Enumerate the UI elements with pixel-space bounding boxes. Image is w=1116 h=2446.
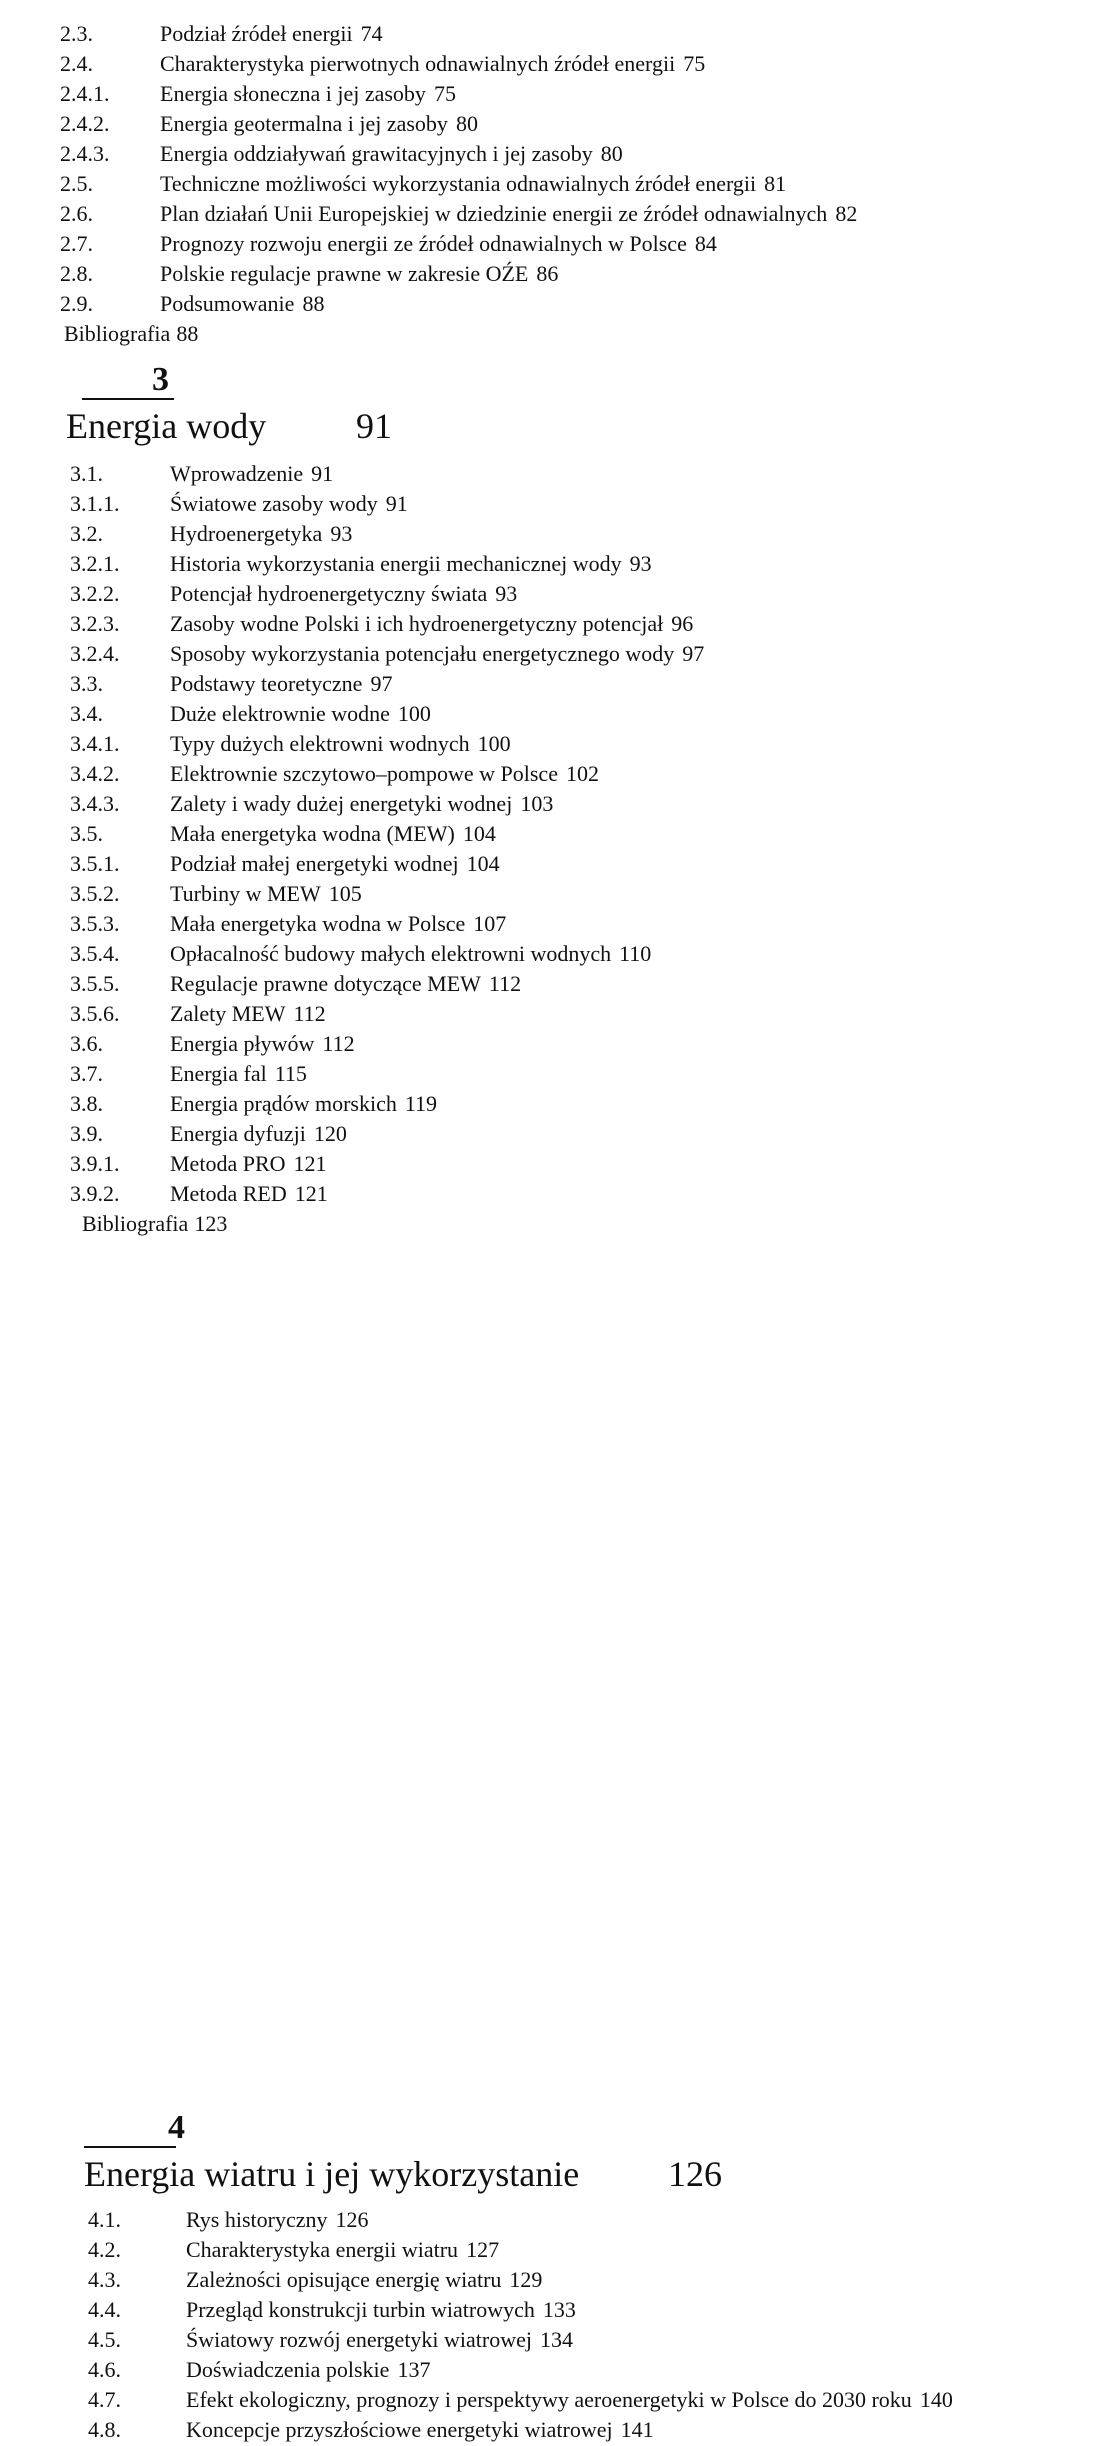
toc-entry xyxy=(0,1090,1116,1120)
toc-entry-page: 120 xyxy=(313,1121,347,1146)
section-2-entries xyxy=(0,20,1116,350)
toc-entry-page: 105 xyxy=(328,881,362,906)
toc-list xyxy=(0,2206,1116,2446)
toc-entry-page: 107 xyxy=(473,911,507,936)
toc-entry-title-wrap xyxy=(170,1090,437,1118)
toc-entry-title: Techniczne możliwości wykorzystania odnawialnych źródeł energii xyxy=(160,171,757,196)
toc-entry xyxy=(0,2206,1116,2236)
chapter-number xyxy=(168,2110,1116,2146)
toc-entry-number: 3.2. xyxy=(70,521,103,546)
toc-entry-title-wrap xyxy=(170,760,599,788)
toc-entry xyxy=(0,2296,1116,2326)
toc-entry-page: 110 xyxy=(619,941,652,966)
toc-entry-title: Energia oddziaływań grawitacyjnych i jej zasoby xyxy=(160,141,593,166)
toc-entry xyxy=(0,1180,1116,1210)
toc-entry-title-wrap xyxy=(170,640,704,668)
toc-entry xyxy=(0,2416,1116,2446)
toc-entry-page: 96 xyxy=(671,611,694,636)
toc-entry-page: 104 xyxy=(462,821,496,846)
toc-entry-page: 121 xyxy=(294,1181,328,1206)
toc-entry-page: 80 xyxy=(600,141,623,166)
toc-entry-number: 3.9. xyxy=(70,1121,103,1146)
toc-entry xyxy=(0,140,1116,170)
toc-entry-title-wrap xyxy=(160,140,623,168)
toc-entry-title-wrap xyxy=(170,1180,328,1208)
toc-entry-number: 3.2.4. xyxy=(70,641,120,666)
toc-entry xyxy=(0,2356,1116,2386)
toc-entry-number: 4.7. xyxy=(88,2387,121,2412)
toc-entry-title: Charakterystyka pierwotnych odnawialnych źródeł energii xyxy=(160,51,676,76)
toc-entry-page: 81 xyxy=(764,171,787,196)
toc-entry-title-wrap xyxy=(170,1060,307,1088)
toc-entry-number: 3.2.1. xyxy=(70,551,120,576)
toc-entry-number: 4.3. xyxy=(88,2267,121,2292)
chapter-title-text: Energia wiatru i jej wykorzystanie xyxy=(84,2154,580,2194)
toc-entry-page: 127 xyxy=(466,2237,500,2262)
toc-entry-title: Zasoby wodne Polski i ich hydroenergetyczny potencjał xyxy=(170,611,664,636)
toc-entry-page: 115 xyxy=(274,1061,307,1086)
toc-entry-title-wrap xyxy=(160,110,478,138)
toc-entry-number: 3.4.1. xyxy=(70,731,120,756)
toc-entry-number: 3.5.1. xyxy=(70,851,120,876)
bibliography-page: 88 xyxy=(176,321,199,346)
toc-entry-page: 100 xyxy=(477,731,511,756)
toc-entry xyxy=(0,850,1116,880)
toc-entry-page: 86 xyxy=(536,261,559,286)
toc-entry xyxy=(0,170,1116,200)
toc-entry-page: 93 xyxy=(495,581,518,606)
toc-entry xyxy=(0,2386,1116,2416)
toc-entry-number: 3.8. xyxy=(70,1091,103,1116)
toc-entry-title: Typy dużych elektrowni wodnych xyxy=(170,731,470,756)
toc-entry-title-wrap xyxy=(186,2386,953,2414)
toc-entry-title-wrap xyxy=(160,50,705,78)
toc-entry xyxy=(0,580,1116,610)
toc-entry-title: Światowe zasoby wody xyxy=(170,491,378,516)
chapter-page: 91 xyxy=(356,406,392,446)
toc-entry-page: 93 xyxy=(629,551,652,576)
toc-entry-page: 103 xyxy=(520,791,554,816)
toc-entry-title-wrap xyxy=(160,200,857,228)
toc-entry-page: 140 xyxy=(919,2387,953,2412)
toc-entry xyxy=(0,910,1116,940)
chapter-title-text: Energia wody xyxy=(66,406,267,446)
toc-entry-number: 4.5. xyxy=(88,2327,121,2352)
toc-entry-title-wrap xyxy=(170,550,652,578)
toc-entry-title: Prognozy rozwoju energii ze źródeł odnawialnych w Polsce xyxy=(160,231,687,256)
toc-list xyxy=(0,460,1116,1210)
toc-entry-title-wrap xyxy=(160,20,383,48)
bibliography-page: 123 xyxy=(194,1211,228,1236)
toc-entry-title: Mała energetyka wodna w Polsce xyxy=(170,911,466,936)
toc-entry-number: 4.8. xyxy=(88,2417,121,2442)
chapter-number-text: 4 xyxy=(168,2109,185,2146)
toc-entry-title-wrap xyxy=(170,1150,327,1178)
toc-entry-title-wrap xyxy=(186,2236,499,2264)
toc-entry-number: 4.1. xyxy=(88,2207,121,2232)
toc-entry-title: Rys historyczny xyxy=(186,2207,328,2232)
toc-entry-title-wrap xyxy=(170,490,408,518)
toc-entry-title: Opłacalność budowy małych elektrowni wodnych xyxy=(170,941,612,966)
toc-entry-page: 129 xyxy=(509,2267,543,2292)
toc-entry-title-wrap xyxy=(170,730,511,758)
toc-entry-number: 3.5.4. xyxy=(70,941,120,966)
toc-entry xyxy=(0,1150,1116,1180)
toc-entry-title: Metoda RED xyxy=(170,1181,287,1206)
toc-entry-title: Plan działań Unii Europejskiej w dziedzinie energii ze źródeł odnawialnych xyxy=(160,201,828,226)
toc-entry-title: Energia geotermalna i jej zasoby xyxy=(160,111,448,136)
toc-entry-number: 3.1.1. xyxy=(70,491,120,516)
toc-entry-number: 3.4.2. xyxy=(70,761,120,786)
toc-entry-title: Potencjał hydroenergetyczny świata xyxy=(170,581,488,606)
toc-entry-number: 3.9.1. xyxy=(70,1151,120,1176)
toc-entry-title: Energia pływów xyxy=(170,1031,315,1056)
toc-entry-title-wrap xyxy=(170,970,521,998)
toc-entry-title: Energia dyfuzji xyxy=(170,1121,306,1146)
toc-entry xyxy=(0,610,1116,640)
toc-entry-title: Energia słoneczna i jej zasoby xyxy=(160,81,426,106)
chapter-number-text: 3 xyxy=(152,361,169,398)
toc-entry xyxy=(0,230,1116,260)
toc-entry-page: 121 xyxy=(293,1151,327,1176)
toc-entry-title-wrap xyxy=(186,2356,430,2384)
toc-entry-title: Przegląd konstrukcji turbin wiatrowych xyxy=(186,2297,535,2322)
toc-entry-page: 119 xyxy=(404,1091,438,1116)
toc-entry-title-wrap xyxy=(160,170,786,198)
toc-entry-title-wrap xyxy=(170,610,693,638)
toc-entry-title-wrap xyxy=(160,260,558,288)
toc-entry-number: 3.5.3. xyxy=(70,911,120,936)
toc-entry-title: Energia fal xyxy=(170,1061,267,1086)
toc-entry xyxy=(0,200,1116,230)
toc-entry-title-wrap xyxy=(170,1120,347,1148)
toc-entry-title: Polskie regulacje prawne w zakresie OŹE xyxy=(160,261,529,286)
toc-entry-title-wrap xyxy=(170,670,392,698)
toc-entry-title: Zalety MEW xyxy=(170,1001,286,1026)
toc-entry xyxy=(0,1000,1116,1030)
toc-entry-number: 3.5.2. xyxy=(70,881,120,906)
toc-entry-number: 3.2.2. xyxy=(70,581,120,606)
toc-entry-page: 126 xyxy=(335,2207,369,2232)
toc-entry xyxy=(0,1030,1116,1060)
toc-entry-number: 4.6. xyxy=(88,2357,121,2382)
toc-entry-number: 3.4.3. xyxy=(70,791,120,816)
toc-entry xyxy=(0,290,1116,320)
bibliography-label: Bibliografia xyxy=(82,1211,189,1236)
toc-entry xyxy=(0,940,1116,970)
toc-entry-title: Zależności opisujące energię wiatru xyxy=(186,2267,502,2292)
toc-entry-page: 93 xyxy=(330,521,353,546)
toc-entry-number: 3.1. xyxy=(70,461,103,486)
toc-list xyxy=(0,20,1116,320)
toc-entry xyxy=(0,110,1116,140)
toc-entry xyxy=(0,50,1116,80)
toc-entry xyxy=(0,880,1116,910)
toc-entry-title-wrap xyxy=(160,230,717,258)
bibliography-entry xyxy=(82,1210,1116,1240)
toc-entry-number: 2.5. xyxy=(60,171,93,196)
toc-entry-title-wrap xyxy=(170,460,333,488)
toc-entry-title-wrap xyxy=(170,790,553,818)
toc-entry-page: 137 xyxy=(397,2357,431,2382)
toc-entry xyxy=(0,790,1116,820)
toc-entry-title: Historia wykorzystania energii mechanicznej wody xyxy=(170,551,622,576)
bibliography-label: Bibliografia xyxy=(64,321,171,346)
toc-entry-title: Światowy rozwój energetyki wiatrowej xyxy=(186,2327,533,2352)
toc-entry-page: 74 xyxy=(360,21,383,46)
toc-entry xyxy=(0,670,1116,700)
toc-entry xyxy=(0,550,1116,580)
chapter-rule xyxy=(84,2146,176,2148)
toc-entry xyxy=(0,1060,1116,1090)
toc-entry-title-wrap xyxy=(186,2206,369,2234)
toc-entry-page: 112 xyxy=(488,971,522,996)
toc-entry xyxy=(0,970,1116,1000)
toc-entry-page: 141 xyxy=(620,2417,654,2442)
toc-entry xyxy=(0,260,1116,290)
toc-entry-title-wrap xyxy=(160,290,324,318)
toc-entry-title-wrap xyxy=(186,2266,542,2294)
toc-entry-title-wrap xyxy=(170,700,431,728)
toc-entry-page: 75 xyxy=(683,51,706,76)
toc-entry-title: Efekt ekologiczny, prognozy i perspektywy aeroenergetyki w Polsce do 2030 roku xyxy=(186,2387,912,2412)
toc-entry-number: 3.5.6. xyxy=(70,1001,120,1026)
toc-entry-title-wrap xyxy=(170,580,517,608)
toc-entry xyxy=(0,80,1116,110)
toc-entry xyxy=(0,2266,1116,2296)
toc-entry-title: Energia prądów morskich xyxy=(170,1091,397,1116)
toc-entry-title-wrap xyxy=(170,820,496,848)
toc-entry xyxy=(0,490,1116,520)
toc-entry-number: 3.4. xyxy=(70,701,103,726)
toc-entry-title-wrap xyxy=(170,910,506,938)
toc-entry xyxy=(0,640,1116,670)
toc-entry-title-wrap xyxy=(160,80,456,108)
toc-entry-number: 2.3. xyxy=(60,21,93,46)
chapter-4 xyxy=(0,2110,1116,2446)
toc-entry-page: 88 xyxy=(302,291,325,316)
toc-entry-title: Zalety i wady dużej energetyki wodnej xyxy=(170,791,513,816)
toc-entry xyxy=(0,2326,1116,2356)
toc-entry-page: 75 xyxy=(433,81,456,106)
toc-entry-page: 102 xyxy=(565,761,599,786)
toc-entry-number: 4.4. xyxy=(88,2297,121,2322)
toc-entry-page: 112 xyxy=(293,1001,326,1026)
toc-entry-number: 3.6. xyxy=(70,1031,103,1056)
toc-entry-number: 3.9.2. xyxy=(70,1181,120,1206)
toc-entry-title-wrap xyxy=(170,880,362,908)
toc-entry-number: 2.9. xyxy=(60,291,93,316)
toc-entry-title: Podstawy teoretyczne xyxy=(170,671,363,696)
toc-entry-title: Duże elektrownie wodne xyxy=(170,701,390,726)
toc-entry-number: 3.3. xyxy=(70,671,103,696)
toc-entry-number: 2.4.2. xyxy=(60,111,110,136)
toc-entry xyxy=(0,1120,1116,1150)
chapter-title xyxy=(84,2152,1116,2200)
chapter-number xyxy=(152,362,1116,398)
toc-entry-title: Podział małej energetyki wodnej xyxy=(170,851,459,876)
toc-entry-title-wrap xyxy=(170,850,500,878)
chapter-title xyxy=(66,404,1116,452)
toc-entry-number: 2.8. xyxy=(60,261,93,286)
toc-entry-number: 2.4. xyxy=(60,51,93,76)
toc-entry-title: Mała energetyka wodna (MEW) xyxy=(170,821,455,846)
chapter-rule xyxy=(82,398,174,400)
toc-entry xyxy=(0,730,1116,760)
toc-entry-title: Metoda PRO xyxy=(170,1151,286,1176)
chapter-page: 126 xyxy=(668,2154,722,2194)
toc-entry-page: 91 xyxy=(385,491,408,516)
toc-entry-page: 97 xyxy=(682,641,705,666)
toc-entry xyxy=(0,820,1116,850)
toc-entry-number: 2.7. xyxy=(60,231,93,256)
toc-entry-number: 3.2.3. xyxy=(70,611,120,636)
toc-entry-page: 104 xyxy=(466,851,500,876)
toc-entry-title: Elektrownie szczytowo–pompowe w Polsce xyxy=(170,761,558,786)
toc-entry-page: 84 xyxy=(694,231,717,256)
toc-entry-page: 112 xyxy=(322,1031,355,1056)
toc-entry-title: Sposoby wykorzystania potencjału energetycznego wody xyxy=(170,641,675,666)
toc-entry-title-wrap xyxy=(170,1030,355,1058)
toc-entry-title: Doświadczenia polskie xyxy=(186,2357,390,2382)
toc-entry-number: 2.6. xyxy=(60,201,93,226)
toc-entry-page: 82 xyxy=(835,201,858,226)
toc-entry-title: Charakterystyka energii wiatru xyxy=(186,2237,459,2262)
toc-entry-number: 3.7. xyxy=(70,1061,103,1086)
toc-entry-title: Podział źródeł energii xyxy=(160,21,353,46)
bibliography-entry xyxy=(64,320,1116,350)
toc-entry-title-wrap xyxy=(170,1000,326,1028)
toc-entry xyxy=(0,460,1116,490)
toc-entry-page: 91 xyxy=(311,461,334,486)
toc-entry-page: 134 xyxy=(540,2327,574,2352)
toc-entry-number: 4.2. xyxy=(88,2237,121,2262)
toc-entry xyxy=(0,2236,1116,2266)
toc-entry-title-wrap xyxy=(186,2416,654,2444)
toc-entry xyxy=(0,700,1116,730)
toc-entry-title: Podsumowanie xyxy=(160,291,295,316)
toc-entry-title-wrap xyxy=(170,520,352,548)
toc-entry-number: 3.5. xyxy=(70,821,103,846)
toc-entry-number: 2.4.1. xyxy=(60,81,110,106)
toc-entry-number: 2.4.3. xyxy=(60,141,110,166)
toc-entry-page: 80 xyxy=(455,111,478,136)
toc-entry-page: 100 xyxy=(397,701,431,726)
toc-entry-title-wrap xyxy=(186,2326,573,2354)
chapter-3 xyxy=(0,362,1116,1240)
toc-entry-title: Regulacje prawne dotyczące MEW xyxy=(170,971,481,996)
toc-entry-page: 97 xyxy=(370,671,393,696)
toc-entry xyxy=(0,20,1116,50)
toc-entry-number: 3.5.5. xyxy=(70,971,120,996)
toc-entry xyxy=(0,520,1116,550)
toc-entry-title: Turbiny w MEW xyxy=(170,881,321,906)
toc-entry-page: 133 xyxy=(542,2297,576,2322)
toc-entry-title-wrap xyxy=(170,940,651,968)
toc-entry-title-wrap xyxy=(186,2296,576,2324)
toc-entry-title: Hydroenergetyka xyxy=(170,521,323,546)
toc-entry xyxy=(0,760,1116,790)
toc-entry-title: Wprowadzenie xyxy=(170,461,304,486)
toc-entry-title: Koncepcje przyszłościowe energetyki wiatrowej xyxy=(186,2417,613,2442)
